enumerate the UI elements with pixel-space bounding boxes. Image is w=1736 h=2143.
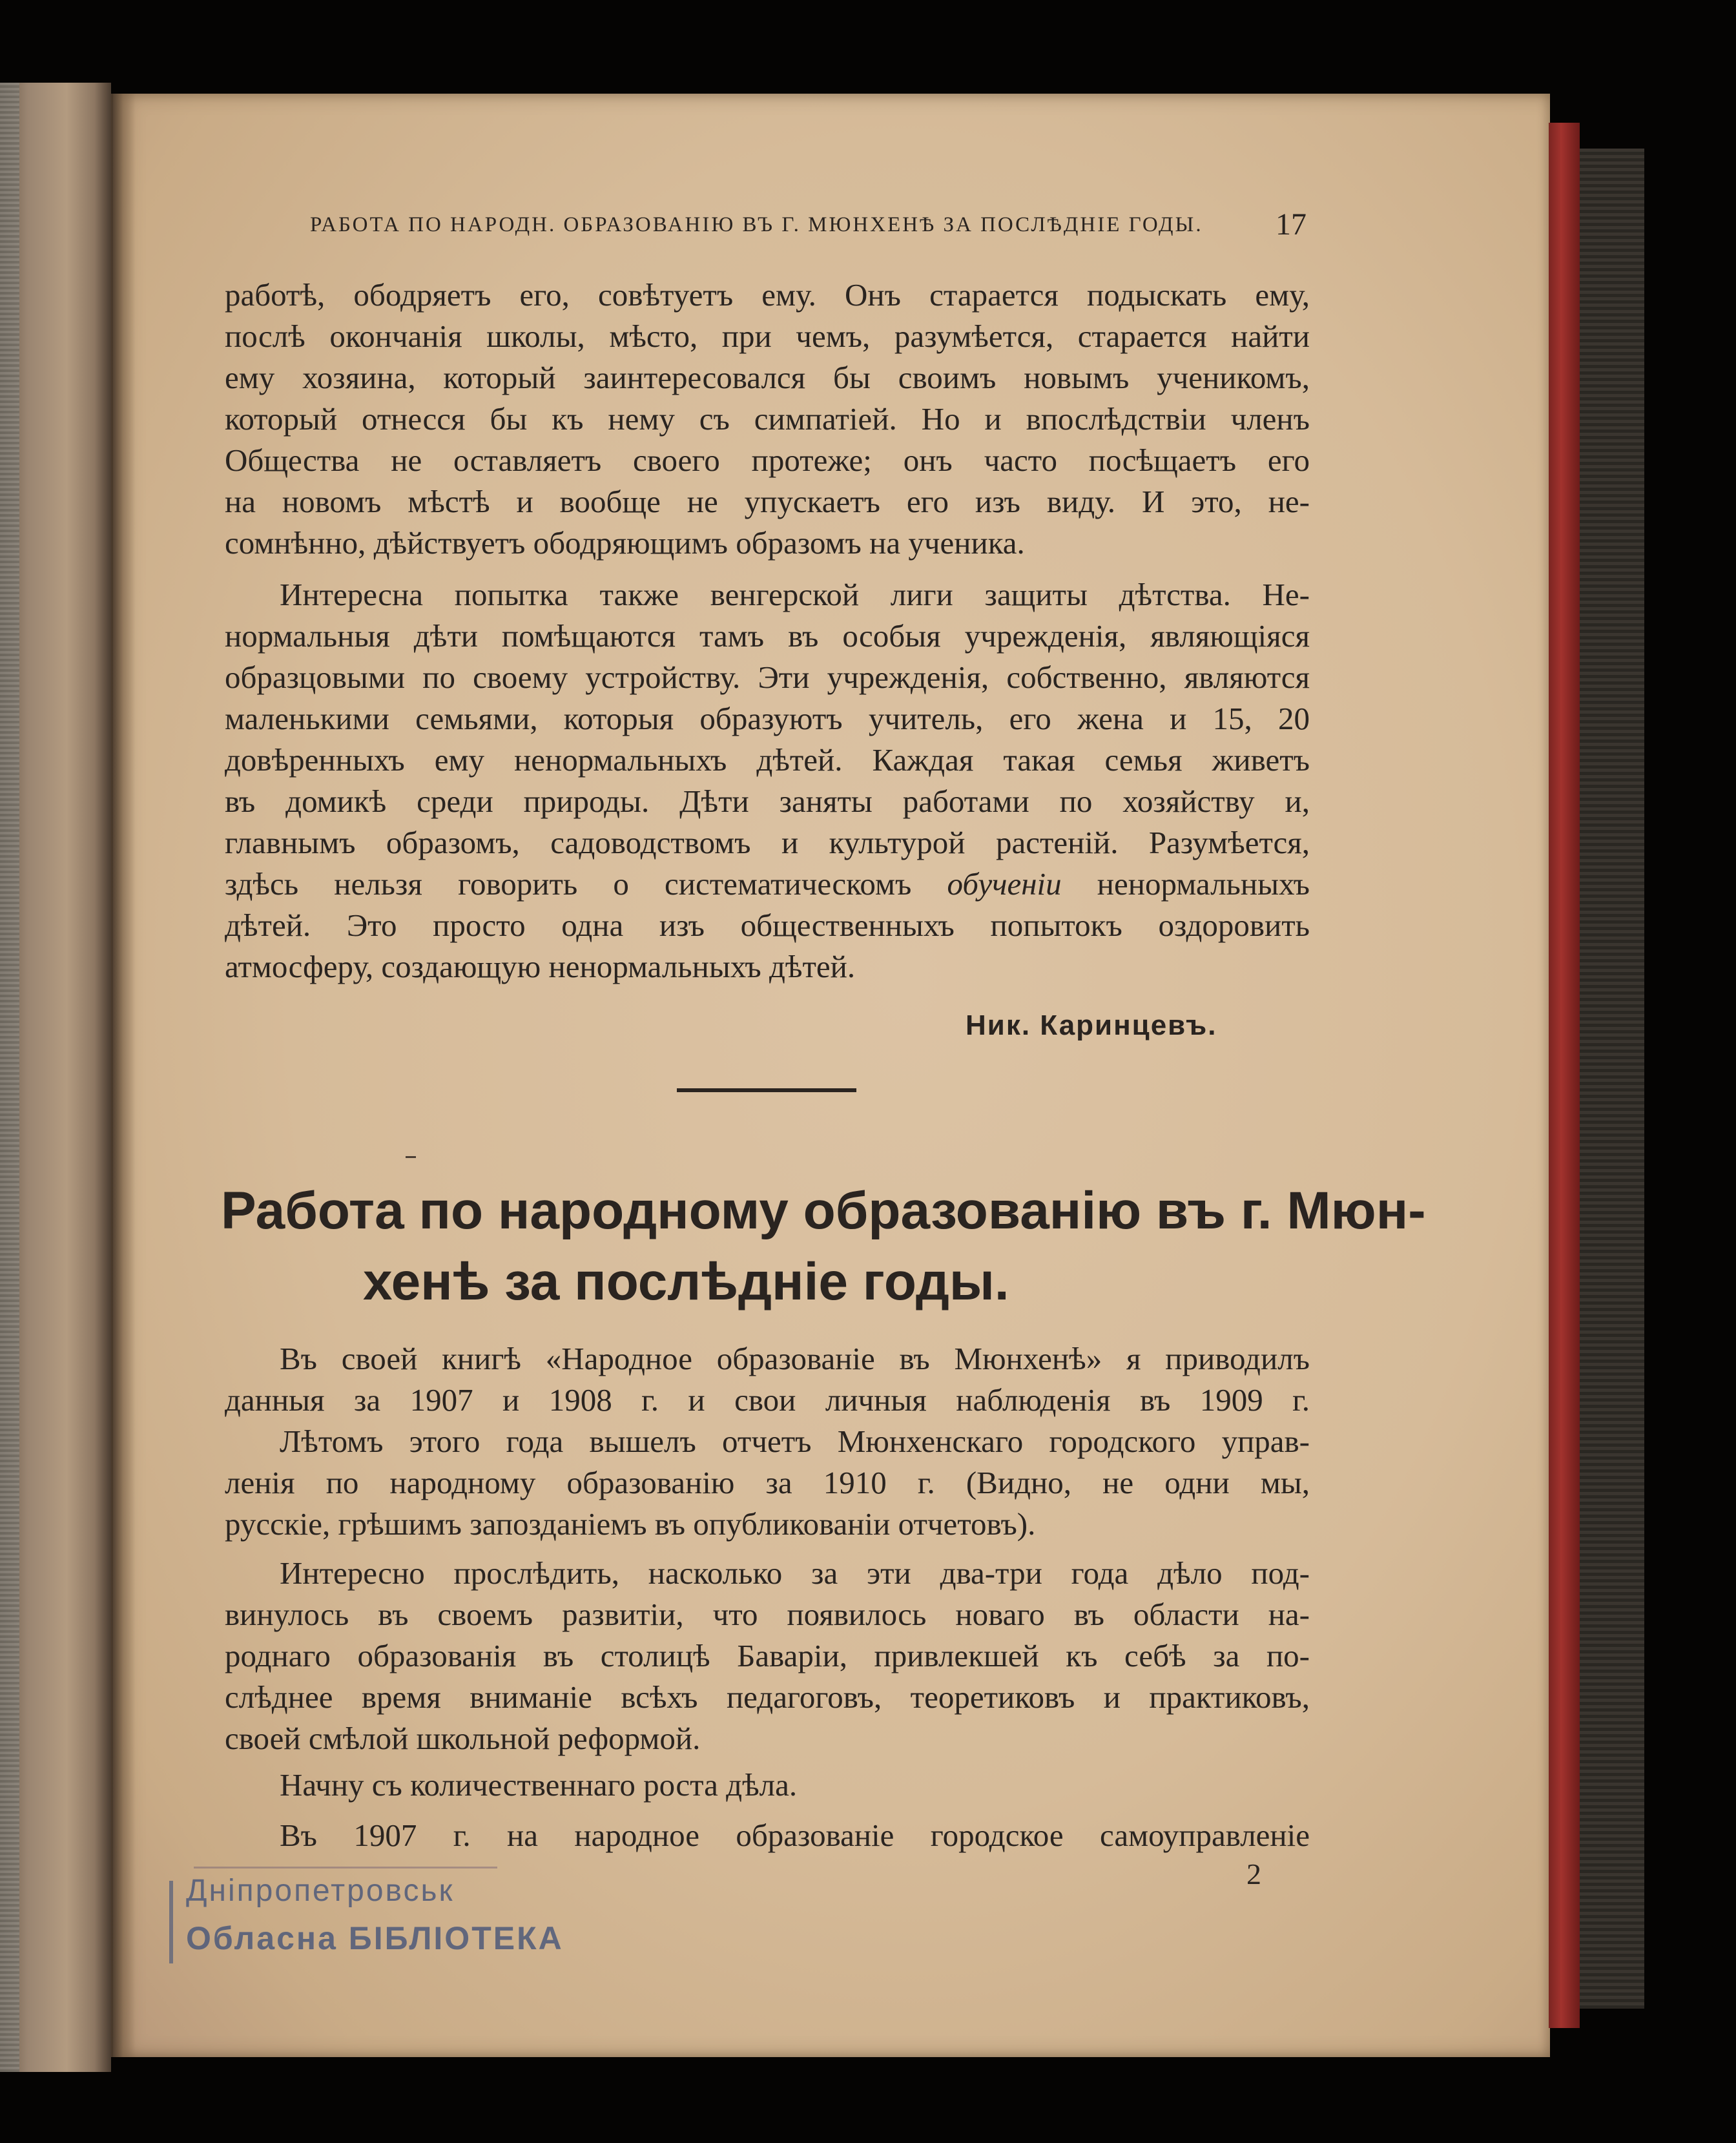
article2-paragraph-1	[225, 1338, 1310, 1421]
text-line: роднаго образованія въ столицѣ Баваріи, привлекшей къ себѣ за по-	[225, 1638, 1310, 1673]
text-line: Общества не оставляетъ своего протеже; онъ часто посѣщаетъ его	[225, 442, 1310, 478]
text-line: работѣ, ободряетъ его, совѣтуетъ ему. Онъ старается подыскать ему,	[225, 277, 1310, 313]
article1-paragraph-1	[225, 274, 1310, 564]
text-line: довѣренныхъ ему ненормальныхъ дѣтей. Каждая такая семья живетъ	[225, 742, 1310, 778]
text-line: сомнѣнно, дѣйствуетъ ободряющимъ образомъ на ученика.	[225, 525, 1025, 561]
article2-paragraph-3	[225, 1553, 1310, 1759]
text-segment: ненормальныхъ	[1097, 866, 1310, 902]
emphasized-word: обученіи	[947, 866, 1062, 902]
text-segment: здѣсь нельзя говорить о систематическомъ	[225, 866, 912, 902]
text-line: данныя за 1907 и 1908 г. и свои личныя наблюденія въ 1909 г.	[225, 1382, 1310, 1418]
text-line: маленькими семьями, которыя образуютъ учитель, его жена и 15, 20	[225, 701, 1310, 736]
author-signature: Ник. Каринцевъ.	[966, 1009, 1217, 1041]
stamp-border	[169, 1881, 173, 1963]
text-line: который отнесся бы къ нему съ симпатіей. Но и впослѣдствіи членъ	[225, 401, 1310, 437]
stray-mark	[406, 1156, 416, 1158]
text-line: Въ 1907 г. на народное образованіе городское самоуправленіе	[280, 1817, 1310, 1853]
title-line: хенѣ за послѣдніе годы.	[363, 1252, 1009, 1311]
article1-paragraph-2	[225, 574, 1310, 988]
stamp-text: Дніпропетровськ	[186, 1874, 455, 1908]
article2-title	[221, 1175, 1426, 1318]
text-line: русскіе, грѣшимъ запозданіемъ въ опубликованіи отчетовъ).	[225, 1506, 1036, 1542]
text-line: ему хозяина, который заинтересовался бы своимъ новымъ ученикомъ,	[225, 360, 1310, 395]
text-line: слѣднее время вниманіе всѣхъ педагоговъ, теоретиковъ и практиковъ,	[225, 1679, 1310, 1715]
text-line-with-emphasis	[225, 864, 1310, 905]
text-line: Интересна попытка также венгерской лиги защиты дѣтства. Не-	[280, 577, 1310, 612]
stamp-text: Обласна БІБЛІОТЕКА	[186, 1920, 564, 1956]
text-line: дѣтей. Это просто одна изъ общественныхъ попытокъ оздоровить	[225, 907, 1310, 943]
running-head: РАБОТА ПО НАРОДН. ОБРАЗОВАНІЮ ВЪ Г. МЮНХЕНѢ ЗА ПОСЛѢДНІЕ ГОДЫ.	[310, 213, 1203, 236]
text-line: атмосферу, создающую ненормальныхъ дѣтей.	[225, 949, 856, 984]
article2-paragraph-2	[225, 1421, 1310, 1545]
text-line: на новомъ мѣстѣ и вообще не упускаетъ его изъ виду. И это, не-	[225, 484, 1310, 519]
text-line: нормальныя дѣти помѣщаются тамъ въ особыя учрежденія, являющіяся	[225, 618, 1310, 654]
text-line: Въ своей книгѣ «Народное образованіе въ Мюнхенѣ» я приводилъ	[280, 1341, 1310, 1376]
text-line: главнымъ образомъ, садоводствомъ и культурой растеній. Разумѣется,	[225, 825, 1310, 860]
library-stamp	[163, 1867, 564, 1970]
page-number: 17	[1276, 207, 1307, 242]
text-line: своей смѣлой школьной реформой.	[225, 1721, 701, 1756]
article2-paragraph-5	[225, 1815, 1310, 1856]
text-line: Начну съ количественнаго роста дѣла.	[280, 1767, 798, 1803]
stamp-border	[194, 1867, 497, 1869]
text-line: послѣ окончанія школы, мѣсто, при чемъ, разумѣется, старается найти	[225, 318, 1310, 354]
section-divider	[677, 1088, 856, 1092]
title-line: Работа по народному образованію въ г. Мюн-	[221, 1181, 1426, 1240]
text-line: винулось въ своемъ развитіи, что появилось новаго въ области на-	[225, 1597, 1310, 1632]
text-line: Лѣтомъ этого года вышелъ отчетъ Мюнхенскаго городского управ-	[280, 1423, 1310, 1459]
article2-paragraph-4	[225, 1765, 1310, 1806]
text-line: Интересно прослѣдить, насколько за эти два-три года дѣло под-	[280, 1555, 1310, 1591]
text-line: образцовыми по своему устройству. Эти учрежденія, собственно, являются	[225, 659, 1310, 695]
signature-mark: 2	[1246, 1858, 1261, 1890]
text-line: въ домикѣ среди природы. Дѣти заняты работами по хозяйству и,	[225, 783, 1310, 819]
text-line: ленія по народному образованію за 1910 г. (Видно, не одни мы,	[225, 1465, 1310, 1500]
